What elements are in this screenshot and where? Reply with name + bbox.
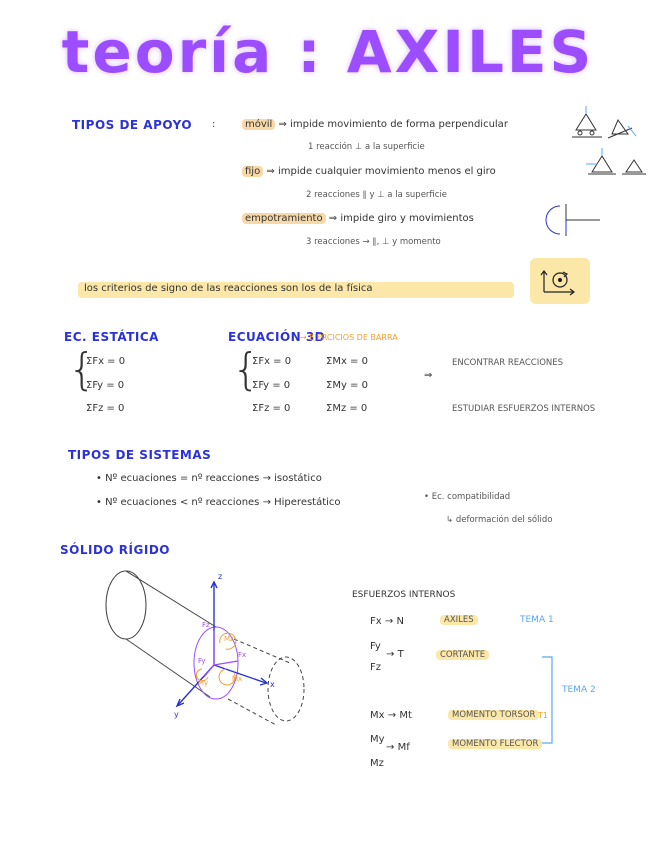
estatica-eq-1: ΣFx = 0	[86, 356, 126, 367]
brace-3d: {	[232, 344, 260, 395]
esfuerzo-arrow: →	[387, 710, 397, 721]
f3d-3: ΣFz = 0	[252, 403, 291, 414]
esfuerzo-row-fz: Fz	[370, 662, 382, 673]
tag-momento-torsor: MOMENTO TORSOR	[448, 710, 539, 720]
page-title: teoría : AXILES	[61, 18, 595, 86]
esfuerzo-row-fx	[370, 616, 404, 627]
empotramiento-desc: ⇒ impide giro y movimientos	[328, 213, 474, 224]
sistema-note-2: ↳ deformación del sólido	[446, 515, 553, 525]
estatica-eq-2: ΣFy = 0	[86, 380, 125, 391]
solid-cylinder-diagram	[100, 565, 320, 735]
my-label: My	[198, 679, 209, 687]
m3d-2: ΣMy = 0	[326, 380, 368, 391]
esfuerzo-row-fy	[386, 649, 404, 660]
ecuacion-3d-heading: ECUACIÓN 3D	[228, 330, 326, 344]
esfuerzo-arrow: →	[386, 649, 395, 660]
f3d-2: ΣFy = 0	[252, 380, 291, 391]
tipos-sistema-heading: TIPOS DE SISTEMAS	[68, 448, 212, 462]
sistema-item-1: • Nº ecuaciones = nº reacciones → isostático	[96, 473, 322, 484]
tipos-apoyo-heading: TIPOS DE APOYO	[72, 118, 193, 132]
brace-estatica: {	[68, 344, 96, 395]
criterio-banner: los criterios de signo de las reacciones son los de la física	[84, 283, 373, 294]
sistema-note-1: • Ec. compatibilidad	[424, 492, 511, 502]
esfuerzo-row-fy-left: Fy	[370, 641, 381, 652]
esfuerzo-row-my-left: My	[370, 734, 385, 745]
fijo-row	[242, 166, 496, 177]
axis-z-label: z	[218, 572, 223, 581]
outcome-2: ESTUDIAR ESFUERZOS INTERNOS	[452, 404, 596, 414]
esfuerzo-row-mx	[370, 710, 412, 721]
esfuerzo-right: N	[396, 616, 404, 627]
tema-2-bracket	[540, 655, 560, 747]
ecuacion-3d-note: → EJERCICIOS DE BARRA	[300, 333, 398, 342]
esfuerzo-right: T	[397, 649, 404, 660]
colon: :	[212, 119, 216, 130]
fijo-label: fijo	[242, 166, 263, 177]
esfuerzo-arrow: →	[386, 742, 395, 753]
empotramiento-label: empotramiento	[242, 213, 326, 224]
sign-convention-icon	[540, 266, 580, 296]
movil-label: móvil	[242, 119, 275, 130]
tema-2: TEMA 2	[562, 685, 596, 695]
movil-sub: 1 reacción ⊥ a la superficie	[308, 142, 425, 152]
sign-convention-box	[530, 258, 590, 304]
tema-1: TEMA 1	[520, 615, 554, 625]
ec-estatica-heading: EC. ESTÁTICA	[64, 330, 159, 344]
outcome-1: ENCONTRAR REACCIONES	[452, 358, 564, 368]
esfuerzo-right: Mt	[399, 710, 412, 721]
esfuerzo-arrow: →	[384, 616, 394, 627]
movil-row	[242, 119, 508, 130]
esfuerzo-left: Mx	[370, 710, 385, 721]
outcome-arrow: ⇒	[424, 370, 433, 381]
esfuerzo-right: Mf	[397, 742, 410, 753]
fz-label: Fz	[202, 621, 210, 629]
axis-x-label: x	[270, 680, 275, 689]
axis-y-label: y	[174, 710, 179, 719]
tag-cortante: CORTANTE	[436, 650, 489, 660]
sistema-item-2: • Nº ecuaciones < nº reacciones → Hiperestático	[96, 497, 341, 508]
esfuerzo-row-my	[386, 742, 410, 753]
f3d-1: ΣFx = 0	[252, 356, 292, 367]
mz-label: Mz	[224, 635, 234, 643]
fx-label: Fx	[238, 651, 247, 659]
t1-mark: T1	[538, 711, 548, 720]
esfuerzos-heading: ESFUERZOS INTERNOS	[352, 590, 456, 600]
support-sketches-icon	[572, 112, 652, 252]
fijo-sub: 2 reacciones ∥ y ⊥ a la superficie	[306, 190, 448, 200]
empotramiento-row	[242, 213, 474, 224]
estatica-eq-3: ΣFz = 0	[86, 403, 125, 414]
esfuerzo-row-mz: Mz	[370, 758, 384, 769]
tag-momento-flector: MOMENTO FLECTOR	[448, 739, 542, 749]
tag-axiles: AXILES	[440, 615, 478, 625]
empotramiento-sub: 3 reacciones → ∥, ⊥ y momento	[306, 237, 441, 247]
esfuerzo-left: Fx	[370, 616, 382, 627]
m3d-3: ΣMz = 0	[326, 403, 368, 414]
mx-label: Mx	[232, 675, 243, 683]
fy-label: Fy	[198, 657, 206, 665]
fijo-desc: ⇒ impide cualquier movimiento menos el giro	[266, 166, 496, 177]
m3d-1: ΣMx = 0	[326, 356, 368, 367]
movil-desc: ⇒ impide movimiento de forma perpendicular	[278, 119, 508, 130]
solido-rigido-heading: SÓLIDO RÍGIDO	[60, 543, 170, 557]
